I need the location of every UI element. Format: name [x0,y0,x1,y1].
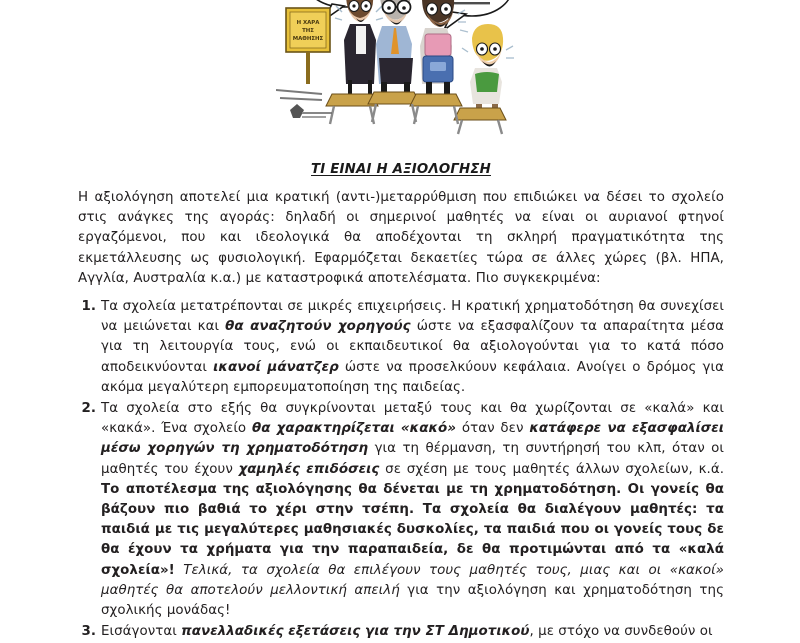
cartoon-svg [276,0,517,136]
item1-segment-3: ώστε να προσελκύουν κεφάλαια. Ανοίγει ο δρόμος για ακόμα μεγαλύτερη εμπορευματοποίηση της παιδείας. [101,359,724,395]
item1-segment-1: Τα σχολεία μετατρέπονται σε μικρές επιχειρήσεις. Η κρατική χρηματοδότηση θα συνεχίσει να μειώνεται και [101,299,724,335]
item2-italic-5: Τελικά, τα σχολεία θα επιλέγουν τους μαθητές τους, μιας και οι «κακοί» μαθητές θα αποτελούν μελλοντική απειλή [101,562,724,598]
item2-segment-4: σε σχέση με τους μαθητές άλλων σχολείων, κ.ά. [379,461,724,477]
cartoon-illustration [276,0,517,136]
svg-text:Η ΧΑΡΑ: Η ΧΑΡΑ [296,20,320,26]
list-item-3 [78,622,724,642]
item2-segment-2: όταν δεν [456,421,530,437]
intro-paragraph: Η αξιολόγηση αποτελεί μια κρατική (αντι-)μεταρρύθμιση που επιδιώκει να δέσει το σχολείο στις ανάγκες της αγοράς: δηλαδή οι σημερινοί μαθητές να είναι οι αυριανοί φτηνοί εργαζόμενοι, που και ιδεολογικά θα αποδέχονται τη σκληρή πραγματικότητα της εκμετάλλευσης ως φυσιολογική. Εφαρμόζεται δεκαετίες τώρα σε άλλες χώρες (βλ. ΗΠΑ, Αγγλία, Αυστραλία κ.α.) με καταστροφικά αποτελέσματα. Πιο συγκεκριμένα: [78,190,724,286]
list-item-2 [78,399,724,621]
item2-bold-2: κατάφερε να εξασφαλίσει μέσω χορηγών τη χρηματοδότηση [101,421,724,457]
page-title-text: ΤΙ ΕΙΝΑΙ Η ΑΞΙΟΛΟΓΗΣΗ [311,162,491,177]
item3-segment-1: Εισάγονται [101,624,182,640]
numbered-list [78,297,724,642]
item2-segment-1: Τα σχολεία στο εξής θα συγκρίνονται μεταξύ τους και θα χωρίζονται σε «καλά» και «κακά». Ένα σχολείο [101,401,724,437]
item2-segment-3: για τη θέρμανση, τη συντήρησή του κλπ, όταν οι μαθητές του έχουν [101,441,725,477]
item2-segment-6: για την αξιολόγηση και χρηματοδότηση της σχολικής μονάδας! [101,582,724,619]
list-item-1 [78,297,724,398]
item2-bold-4: Το αποτέλεσμα της αξιολόγησης θα δένεται με τη χρηματοδότηση. Οι γονείς θα βάζουν πιο βαθιά το χέρι στην τσέπη. Τα σχολεία θα διαλέγουν μαθητές: τα παιδιά με τις μεγαλύτερες μαθησιακές δυσκολίες, τα παιδιά που οι γονείς τους δε θα έχουν τα χρήματα για την παραπαιδεία, δε θα προτιμώνται από τα «καλά σχολεία»! [101,481,724,578]
item3-segment-2: , με στόχο να συνδεθούν οι [529,624,713,640]
item1-bold-1: θα αναζητούν χορηγούς [225,319,411,335]
item2-bold-3: χαμηλές επιδόσεις [238,461,380,477]
svg-text:ΤΗΣ: ΤΗΣ [302,28,314,34]
svg-text:ΜΑΘΗΣΗΣ: ΜΑΘΗΣΗΣ [292,36,324,42]
item1-bold-2: ικανοί μάνατζερ [213,359,339,375]
page-title [78,162,724,177]
document-body [78,188,724,643]
item3-bold-1: πανελλαδικές εξετάσεις για την ΣΤ Δημοτικού [181,624,530,640]
item2-bold-1: θα χαρακτηρίζεται «κακό» [251,421,457,437]
item1-segment-2: ώστε να εξασφαλίζουν τα απαραίτητα μέσα για τη λειτουργία τους, ενώ οι εκπαιδευτικοί θα αξιολογούνται για το κατά πόσο αποδεικνύονται [101,319,724,375]
